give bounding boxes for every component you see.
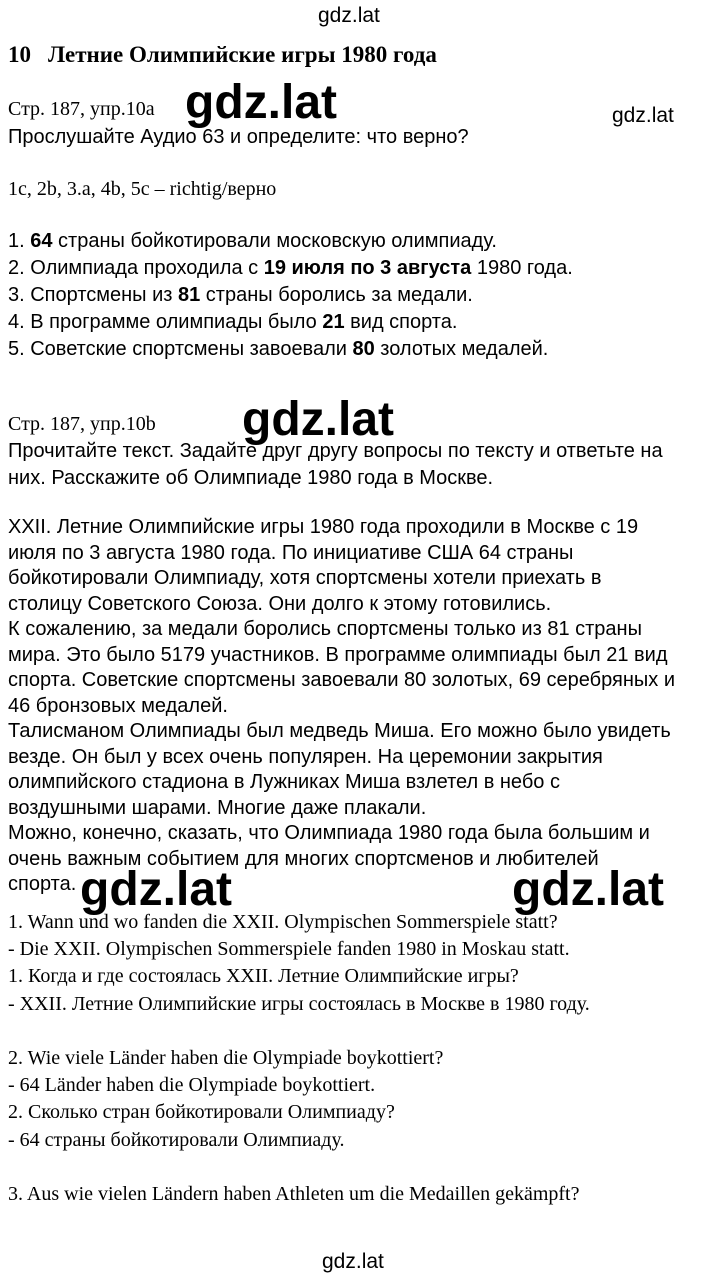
watermark-right: gdz.lat — [612, 104, 674, 127]
watermark-bottom: gdz.lat — [322, 1250, 384, 1273]
text-line: везде. Он был у всех очень популярен. На церемонии закрытия — [8, 745, 603, 768]
qa-line: 2. Сколько стран бойкотировали Олимпиаду? — [8, 1101, 395, 1124]
qa-line: 1. Wann und wo fanden die XXII. Olympischen Sommerspiele statt? — [8, 911, 558, 933]
item-text: 3. Спортсмены из — [8, 284, 178, 306]
text-line: Можно, конечно, сказать, что Олимпиада 1980 года была большим и — [8, 822, 650, 844]
qa-line: - 64 Länder haben die Olympiade boykottiert. — [8, 1074, 376, 1097]
watermark-top: gdz.lat — [318, 4, 380, 27]
text-line: спорта. — [8, 873, 77, 895]
text-line: XXII. Летние Олимпийские игры 1980 года проходили в Москве с 19 — [8, 516, 639, 538]
watermark-big-3: gdz.lat — [80, 863, 232, 916]
text-line: олимпийского стадиона в Лужниках Миша взлетел в небо с — [8, 771, 560, 793]
qa-line: - XXII. Летние Олимпийские игры состоялась в Москве в 1980 году. — [8, 992, 590, 1015]
text-line: очень важным событием для многих спортсменов и любителей — [8, 847, 599, 870]
text-line: мира. Это было 5179 участников. В программе олимпиады был 21 вид — [8, 643, 668, 666]
watermark-big-4: gdz.lat — [512, 863, 664, 916]
qa-line: 1. Когда и где состоялась XXII. Летние Олимпийские игры? — [8, 965, 519, 988]
exercise-10a-item — [8, 309, 457, 336]
watermark-big-1: gdz.lat — [185, 76, 337, 129]
item-text: золотых медалей. — [374, 338, 549, 360]
text-line: К сожалению, за медали боролись спортсмены только из 81 страны — [8, 618, 642, 640]
section-number: 10 — [8, 42, 31, 67]
item-text: 2. Олимпиада проходила с — [8, 257, 264, 279]
text-line: воздушными шарами. Многие даже плакали. — [8, 796, 427, 819]
item-text: 1980 года. — [471, 257, 573, 279]
qa-line: - Die XXII. Olympischen Sommerspiele fanden 1980 in Moskau statt. — [8, 938, 570, 961]
exercise-10a-item — [8, 336, 548, 363]
qa-line: 3. Aus wie vielen Ländern haben Athleten um die Medaillen gekämpft? — [8, 1183, 580, 1205]
item-highlight: 19 июля по 3 августа — [263, 257, 472, 279]
qa-line: - 64 страны бойкотировали Олимпиаду. — [8, 1128, 345, 1151]
text-line: бойкотировали Олимпиаду, хотя спортсмены хотели приехать в — [8, 567, 602, 589]
exercise-10a-item — [8, 255, 573, 282]
section-title — [8, 42, 437, 68]
watermark-big-2: gdz.lat — [242, 393, 394, 446]
text-line: июля по 3 августа 1980 года. По инициативе США 64 страны — [8, 541, 574, 564]
item-highlight: 81 — [178, 284, 201, 306]
instruction-line: них. Расскажите об Олимпиаде 1980 года в Москве. — [8, 467, 494, 489]
item-text: страны бойкотировали московскую олимпиаду. — [52, 230, 497, 252]
exercise-10a-instruction: Прослушайте Аудио 63 и определите: что верно? — [8, 126, 469, 148]
exercise-10a-item — [8, 282, 473, 309]
exercise-10a-item — [8, 228, 497, 255]
text-line: спорта. Советские спортсмены завоевали 80 золотых, 69 серебряных и — [8, 669, 675, 691]
exercise-10a-ref: Стр. 187, упр.10a — [8, 98, 155, 120]
text-line: 46 бронзовых медалей. — [8, 694, 228, 717]
text-line: Талисманом Олимпиады был медведь Миша. Его можно было увидеть — [8, 720, 671, 742]
item-highlight: 64 — [30, 230, 53, 252]
exercise-10b-ref: Стр. 187, упр.10b — [8, 413, 156, 435]
item-text: 4. В программе олимпиады было — [8, 311, 323, 333]
item-text: 5. Советские спортсмены завоевали — [8, 338, 353, 360]
item-highlight: 21 — [322, 311, 345, 333]
item-highlight: 80 — [352, 338, 375, 360]
qa-line: 2. Wie viele Länder haben die Olympiade boykottiert? — [8, 1047, 444, 1069]
text-line: столицу Советского Союза. Они долго к этому готовились. — [8, 592, 552, 615]
item-text: вид спорта. — [344, 311, 458, 333]
instruction-line: Прочитайте текст. Задайте друг другу вопросы по тексту и ответьте на — [8, 440, 663, 462]
item-text: страны боролись за медали. — [200, 284, 473, 306]
exercise-10a-answer: 1c, 2b, 3.a, 4b, 5c – richtig/верно — [8, 178, 277, 200]
item-text: 1. — [8, 230, 31, 252]
section-title-text: Летние Олимпийские игры 1980 года — [48, 42, 437, 67]
